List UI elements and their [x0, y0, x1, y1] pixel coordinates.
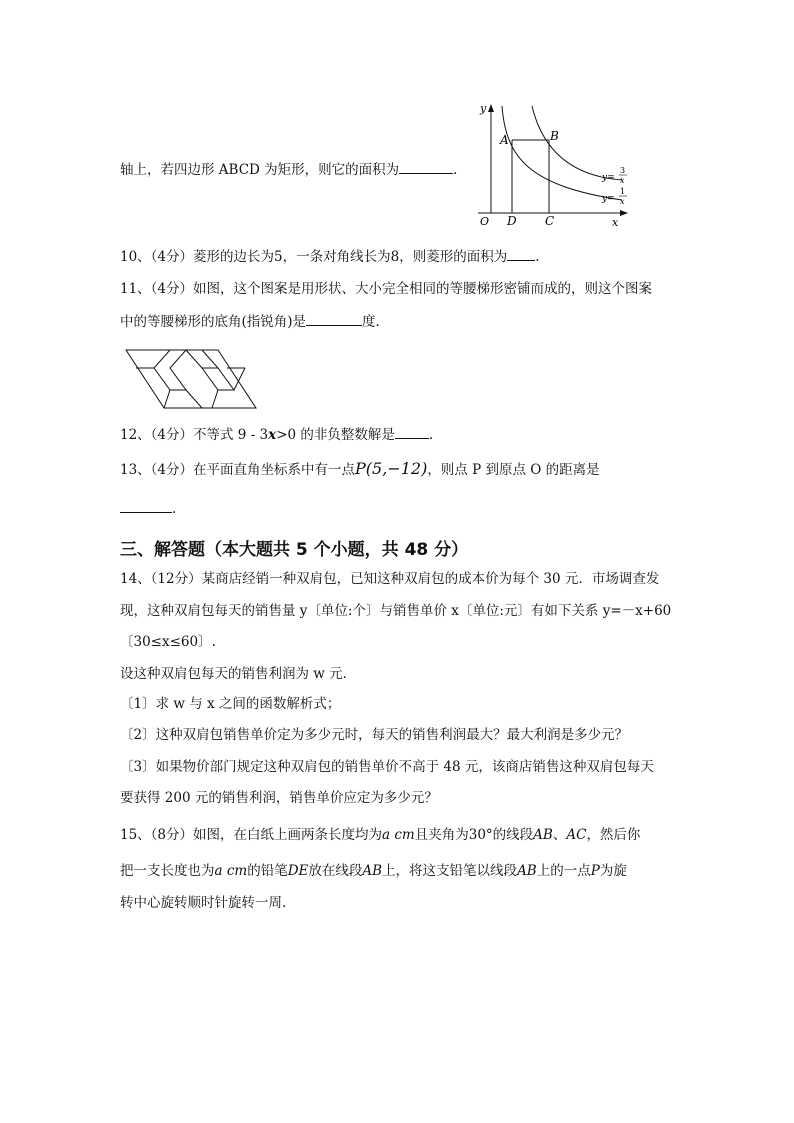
curve1-label-num: 3 — [620, 166, 626, 175]
curve2-label-prefix: y= — [602, 194, 615, 204]
section-3-title: 三、解答题（本大题共 5 个小题，共 48 分） — [120, 540, 469, 560]
q15-l2-e: 上的一点 — [536, 863, 591, 879]
q14-line-8: 要获得 200 元的销售利润，销售单价应定为多少元？ — [120, 790, 438, 806]
q12-pre: 12、（4分）不等式 9 - 3 — [120, 427, 269, 443]
q14-line-7: 〔3〕如果物价部门规定这种双肩包的销售单价不高于 48 元，该商店销售这种双肩包每天 — [120, 759, 654, 775]
q15-l2-c: 放在线段 — [308, 863, 363, 879]
q11-line1: 11、（4分）如图，这个图案是用形状、大小完全相同的等腰梯形密铺而成的，则这个图案 — [120, 281, 653, 297]
tiling-hexagon-2b — [186, 350, 218, 368]
tiling-hexagon-1b — [154, 350, 186, 390]
q15-l1-d: 、 — [552, 827, 567, 843]
q15-l1-m3: AB — [533, 827, 553, 843]
q10-answer-blank — [507, 248, 535, 261]
q15-line-3: 转中心旋转顺时针旋转一周. — [120, 895, 287, 911]
curve2-label-num: 1 — [620, 187, 626, 196]
q14-line-4: 设这种双肩包每天的销售利润为 w 元． — [120, 666, 357, 682]
q12-post: >0 的非负整数解是 — [276, 427, 395, 443]
question-10 — [120, 248, 540, 266]
q12-answer-blank — [395, 426, 429, 439]
q11-answer-blank — [306, 313, 362, 326]
q13-pre: 13、（4分）在平面直角坐标系中有一点 — [120, 462, 356, 478]
point-D-label: D — [507, 214, 517, 228]
q14-line-5: 〔1〕求 w 与 x 之间的函数解析式； — [120, 696, 341, 712]
q15-l2-b: 的铅笔 — [247, 863, 288, 879]
q15-l2-m4: AB — [517, 863, 537, 879]
point-B-label: B — [550, 129, 559, 143]
tiling-hexagon-1 — [136, 350, 170, 368]
q15-l2-d: 上，将这支铅笔以线段 — [382, 863, 518, 879]
q15-l2-m1: a cm — [214, 863, 248, 879]
q13-end: . — [172, 501, 177, 517]
q15-line-1 — [120, 826, 640, 844]
q13-answer-blank — [120, 500, 172, 513]
point-A-label: A — [500, 133, 509, 147]
hyperbola-figure — [474, 98, 644, 232]
y-axis-label: y — [480, 102, 487, 115]
q15-l1-m4: AC — [566, 827, 587, 843]
q9-end: . — [453, 162, 458, 178]
q14-line-6: 〔2〕这种双肩包销售单价定为多少元时，每天的销售利润最大？最大利润是多少元？ — [120, 727, 629, 743]
q14-line-1: 14、（12分）某商店经销一种双肩包，已知这种双肩包的成本价为每个 30 元．市场调查发 — [120, 571, 660, 587]
q15-l1-b: 且夹角为 — [414, 827, 469, 843]
y-axis-arrow — [488, 104, 494, 112]
q15-l1-c: 的线段 — [492, 827, 534, 843]
question-11-line1 — [120, 280, 652, 298]
tiling-hexagon-1c — [164, 390, 170, 408]
q15-line-2 — [120, 862, 627, 880]
q14-line-2: 现，这种双肩包每天的销售量 y〔单位:个〕与销售单价 x〔单位:元〕有如下关系 y=－x+60 — [120, 603, 672, 619]
tiling-hexagon-2d — [234, 368, 245, 390]
question-9-line — [120, 161, 457, 179]
x-axis-arrow — [620, 210, 628, 216]
tiling-hexagon-2 — [186, 390, 202, 408]
question-13 — [120, 460, 600, 479]
q11-line2: 中的等腰梯形的底角(指锐角)是 — [120, 314, 307, 330]
q12-var: x — [268, 427, 277, 443]
q15-l1-e: ，然后你 — [586, 827, 641, 843]
tiling-hexagon-2e — [212, 390, 218, 408]
q14-line-3: 〔30≤x≤60〕. — [120, 634, 216, 650]
point-C-label: C — [545, 214, 555, 228]
q10-end: . — [535, 249, 540, 265]
q15-l1-m2: 30° — [468, 827, 493, 843]
q12-end: . — [428, 427, 434, 443]
q15-l1-a: 15、（8分）如图，在白纸上画两条长度均为 — [120, 827, 383, 843]
q15-l2-f: 为旋 — [599, 863, 627, 879]
tiling-hexagon-2c — [202, 368, 234, 390]
q15-l2-m2: DE — [287, 863, 309, 879]
q15-l2-m5: P — [590, 863, 600, 879]
question-11-line2 — [120, 313, 380, 331]
q13-post: ，则点 P 到原点 O 的距离是 — [427, 462, 600, 478]
q9-text: 轴上，若四边形 ABCD 为矩形，则它的面积为 — [120, 162, 400, 178]
x-axis-label: x — [612, 216, 619, 229]
q15-l2-m3: AB — [362, 863, 383, 879]
trapezoid-tiling-figure — [118, 346, 263, 414]
q15-l1-m1: a cm — [382, 827, 415, 843]
question-13-line2 — [120, 500, 176, 518]
curve2-label-den: x — [620, 197, 625, 206]
q10-text: 10、（4分）菱形的边长为5，一条对角线长为8，则菱形的面积为 — [120, 249, 508, 265]
curve1-label-prefix: y= — [602, 173, 615, 183]
q15-l2-a: 把一支长度也为 — [120, 863, 215, 879]
q13-point: P(5,−12) — [355, 459, 428, 478]
curve-y-3-over-x — [532, 106, 622, 180]
question-12 — [120, 426, 433, 444]
q11-end: 度. — [362, 314, 380, 330]
tiling-outline — [126, 350, 256, 408]
curve1-label-den: x — [620, 176, 625, 185]
curve-y-1-over-x — [502, 106, 622, 200]
origin-label: O — [480, 215, 490, 228]
q9-answer-blank — [399, 161, 453, 174]
